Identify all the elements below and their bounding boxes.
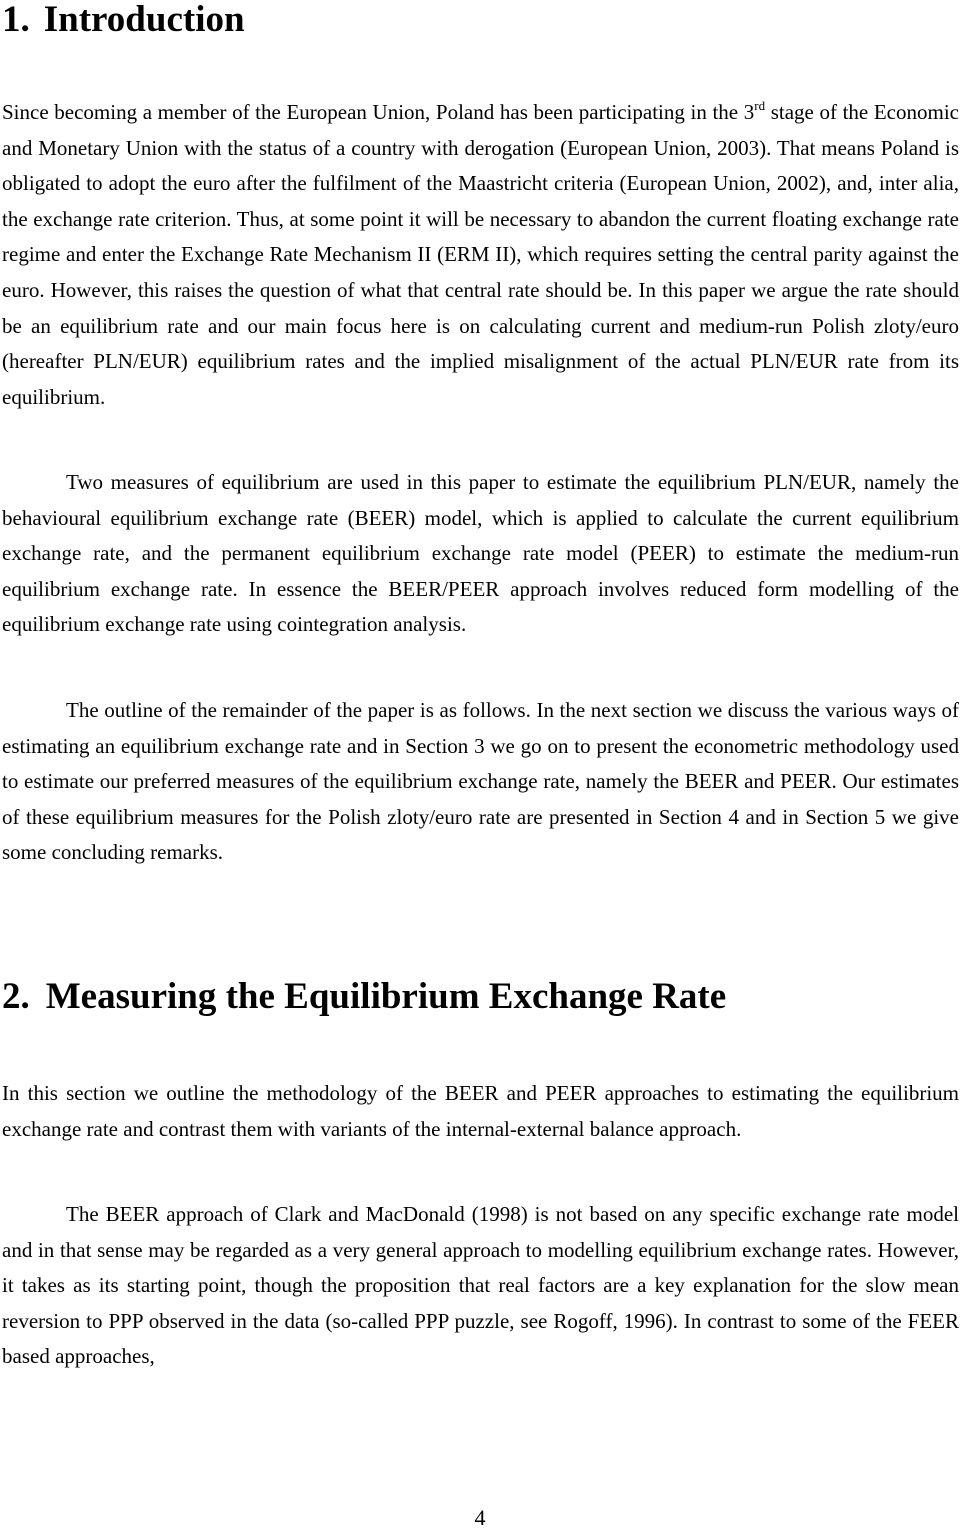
paragraph-measuring-1: In this section we outline the methodology of the BEER and PEER approaches to estimating the equilibrium exchange rate and contrast them with variants of the internal-external balance approach.: [2, 1081, 959, 1141]
paragraph-text: stage of the Economic and Monetary Union with the status of a country with derogation (European Union, 2003). That means Poland is obligated to adopt the euro after the fulfilment of the Maastricht criteria (European Union, 2002), and, inter alia, the exchange rate criterion. Thus, at some point it will be necessary to abandon the current floating exchange rate regime and enter the Exchange Rate Mechanism II (ERM II), which requires setting the central parity against the euro. However, this raises the question of what that central rate should be. In this paper we argue the rate should be an equilibrium rate and our main focus here is on calculating current and medium-run Polish zloty/euro (hereafter PLN/EUR) equilibrium rates and the implied misalignment of the actual PLN/EUR rate from its equilibrium.: [2, 100, 959, 409]
section-number: 2.: [2, 976, 30, 1017]
section-title: Introduction: [43, 0, 245, 40]
section-number: 1.: [2, 0, 30, 40]
ordinal-superscript: rd: [754, 98, 766, 113]
paragraph-introduction-1: [2, 95, 959, 415]
page-number: 4: [474, 1505, 486, 1530]
section-heading-measuring: [2, 977, 726, 1017]
paragraph-measuring-2: The BEER approach of Clark and MacDonald (1998) is not based on any specific exchange rate model and in that sense may be regarded as a very general approach to modelling equilibrium exchange rates. However, it takes as its starting point, though the proposition that real factors are a key explanation for the slow mean reversion to PPP observed in the data (so-called PPP puzzle, see Rogoff, 1996). In contrast to some of the FEER based approaches,: [2, 1202, 959, 1369]
section-heading-introduction: [2, 0, 245, 40]
paragraph-introduction-2: Two measures of equilibrium are used in this paper to estimate the equilibrium PLN/EUR, namely the behavioural equilibrium exchange rate (BEER) model, which is applied to calculate the current equilibrium exchange rate, and the permanent equilibrium exchange rate model (PEER) to estimate the medium-run equilibrium exchange rate. In essence the BEER/PEER approach involves reduced form modelling of the equilibrium exchange rate using cointegration analysis.: [2, 470, 959, 637]
paragraph-text: Since becoming a member of the European Union, Poland has been participating in the 3: [2, 100, 755, 124]
section-title: Measuring the Equilibrium Exchange Rate: [45, 976, 727, 1017]
paragraph-introduction-3: The outline of the remainder of the paper is as follows. In the next section we discuss the various ways of estimating an equilibrium exchange rate and in Section 3 we go on to present the econometric methodology used to estimate our preferred measures of the equilibrium exchange rate, namely the BEER and PEER. Our estimates of these equilibrium measures for the Polish zloty/euro rate are presented in Section 4 and in Section 5 we give some concluding remarks.: [2, 698, 959, 865]
